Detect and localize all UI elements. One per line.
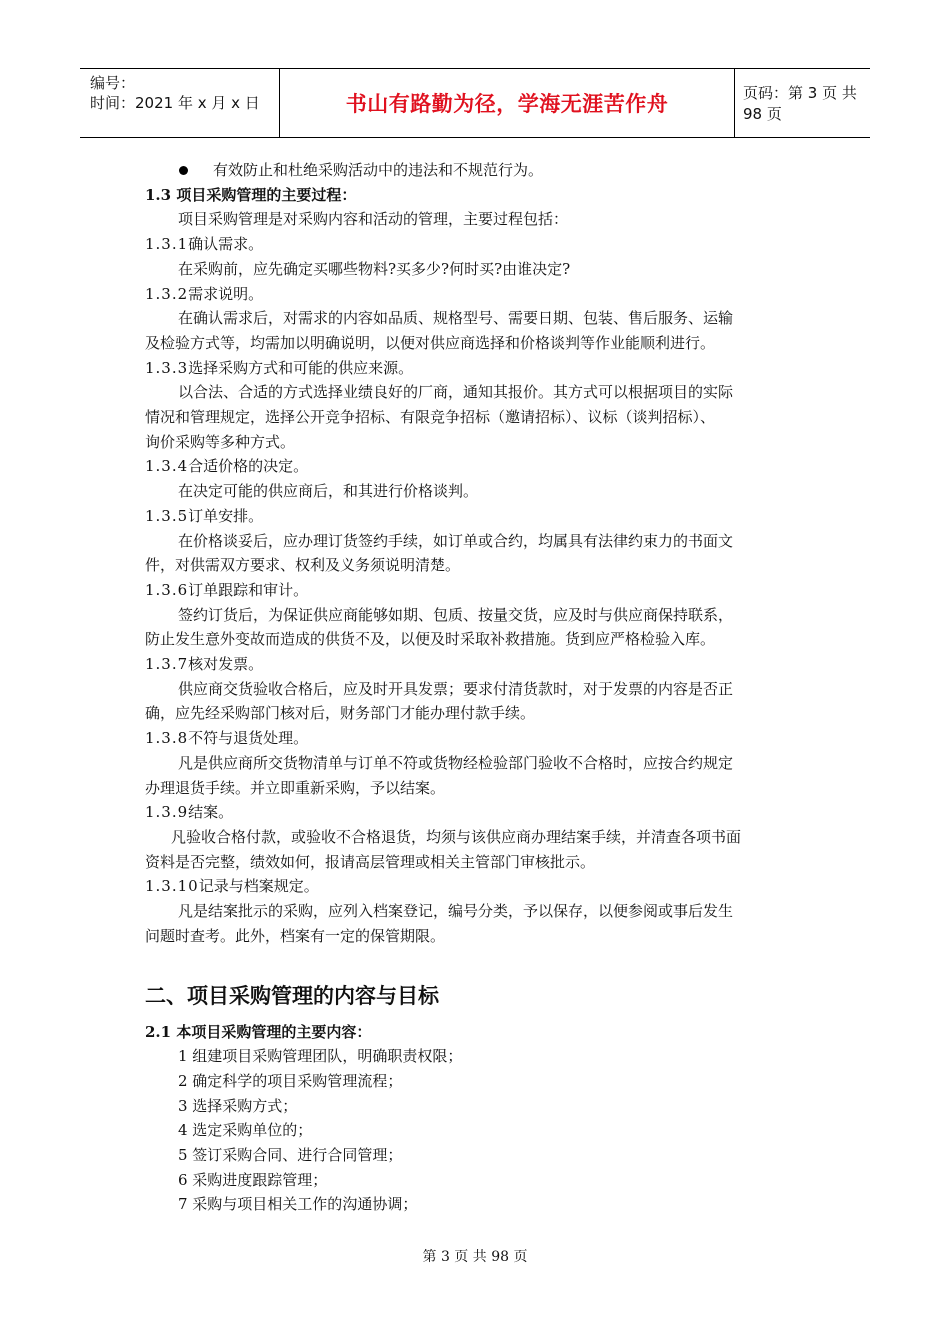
paragraph-line: 在确认需求后，对需求的内容如品质、规格型号、需要日期、包装、售后服务、运输 [178,309,734,328]
paragraph-line: 询价采购等多种方式。 [145,432,296,451]
paragraph-line: 凡是结案批示的采购，应列入档案登记，编号分类，予以保存，以便参阅或事后发生 [178,902,734,921]
paragraph-line: 件，对供需双方要求、权利及义务须说明清楚。 [145,556,461,575]
paragraph-line: 签约订货后，为保证供应商能够如期、包质、按量交货，应及时与供应商保持联系， [178,605,734,624]
subsection-number: 1.3.3 [145,358,189,377]
subsection-number: 1.3.5 [145,506,189,525]
chapter-2-heading: 二、项目采购管理的内容与目标 [145,983,439,1008]
subsection-number: 1.3.8 [145,729,189,748]
paragraph-line: 问题时查考。此外，档案有一定的保管期限。 [145,926,446,945]
paragraph-line: 及检验方式等，均需加以明确说明，以便对供应商选择和价格谈判等作业能顺利进行。 [145,333,716,352]
bullet-dot-icon [179,166,188,175]
bullet-item [145,158,805,183]
paragraph: 在决定可能的供应商后，和其进行价格谈判。 [178,482,479,501]
subsection-title: 选择采购方式和可能的供应来源。 [188,358,414,377]
header-number-label: 编号： [90,74,136,92]
paragraph-line: 凡是供应商所交货物清单与订单不符或货物经检验部门验收不合格时，应按合约规定 [178,753,734,772]
subsection-title: 需求说明。 [188,284,264,303]
paragraph-line: 防止发生意外变故而造成的供货不及，以便及时采取补救措施。货到应严格检验入库。 [145,630,716,649]
subsection-1-3-1 [145,232,805,257]
header-meta [80,69,280,137]
subsection-number: 1.3.10 [145,877,199,896]
subsection-title: 合适价格的决定。 [188,457,309,476]
subsection-1-3-2 [145,282,805,307]
list-item: 7 采购与项目相关工作的沟通协调； [178,1195,418,1214]
paragraph-line: 供应商交货验收合格后，应及时开具发票；要求付清货款时，对于发票的内容是否正 [178,679,734,698]
header-motto: 书山有路勤为径，学海无涯苦作舟 [280,69,735,137]
paragraph: 在采购前，应先确定买哪些物料?买多少?何时买?由谁决定? [178,259,571,278]
list-item: 4 选定采购单位的； [178,1121,313,1140]
subsection-title: 记录与档案规定。 [198,877,319,896]
subsection-1-3-6 [145,578,805,603]
subsection-1-3-10 [145,874,805,899]
subsection-number: 1.3.1 [145,235,189,254]
subsection-1-3-3 [145,356,805,381]
page-footer: 第 3 页 共 98 页 [422,1249,528,1265]
subsection-title: 结案。 [188,803,234,822]
list-item: 5 签订采购合同、进行合同管理； [178,1146,403,1165]
subsection-title: 核对发票。 [188,655,264,674]
paragraph-line: 办理退货手续。并立即重新采购，予以结案。 [145,778,446,797]
header-page-label: 页码：第 3 页 共 98 页 [743,84,857,123]
page-header [80,68,870,138]
list-item: 2 确定科学的项目采购管理流程； [178,1071,403,1090]
subsection-title: 不符与退货处理。 [188,729,309,748]
list-item: 1 组建项目采购管理团队，明确职责权限； [178,1047,463,1066]
list-item: 3 选择采购方式； [178,1096,298,1115]
paragraph-line: 资料是否完整，绩效如何，报请高层管理或相关主管部门审核批示。 [145,852,596,871]
subsection-number: 1.3.7 [145,655,189,674]
subsection-1-3-9 [145,800,805,825]
subsection-1-3-7 [145,652,805,677]
paragraph-line: 凡验收合格付款，或验收不合格退货，均须与该供应商办理结案手续，并清查各项书面 [171,827,742,846]
section-heading-1-3: 1.3 项目采购管理的主要过程： [145,185,357,204]
paragraph: 项目采购管理是对采购内容和活动的管理，主要过程包括： [178,210,569,229]
document-body [145,158,805,1217]
subsection-1-3-8 [145,726,805,751]
section-heading-2-1: 2.1 本项目采购管理的主要内容： [145,1022,372,1041]
header-time-label: 时间：2021 年 x 月 x 日 [90,94,260,112]
subsection-1-3-4 [145,454,805,479]
paragraph-line: 以合法、合适的方式选择业绩良好的厂商，通知其报价。其方式可以根据项目的实际 [178,383,734,402]
subsection-number: 1.3.2 [145,284,189,303]
subsection-title: 订单跟踪和审计。 [188,580,309,599]
list-item: 6 采购进度跟踪管理； [178,1170,328,1189]
paragraph-line: 情况和管理规定，选择公开竞争招标、有限竞争招标（邀请招标）、议标（谈判招标）、 [145,408,716,427]
subsection-number: 1.3.9 [145,803,189,822]
subsection-1-3-5 [145,504,805,529]
paragraph-line: 在价格谈妥后，应办理订货签约手续，如订单或合约，均属具有法律约束力的书面文 [178,531,734,550]
subsection-number: 1.3.6 [145,580,189,599]
subsection-title: 订单安排。 [188,506,264,525]
subsection-title: 确认需求。 [188,235,264,254]
bullet-text: 有效防止和杜绝采购活动中的违法和不规范行为。 [213,161,544,179]
subsection-number: 1.3.4 [145,457,189,476]
paragraph-line: 确，应先经采购部门核对后，财务部门才能办理付款手续。 [145,704,536,723]
